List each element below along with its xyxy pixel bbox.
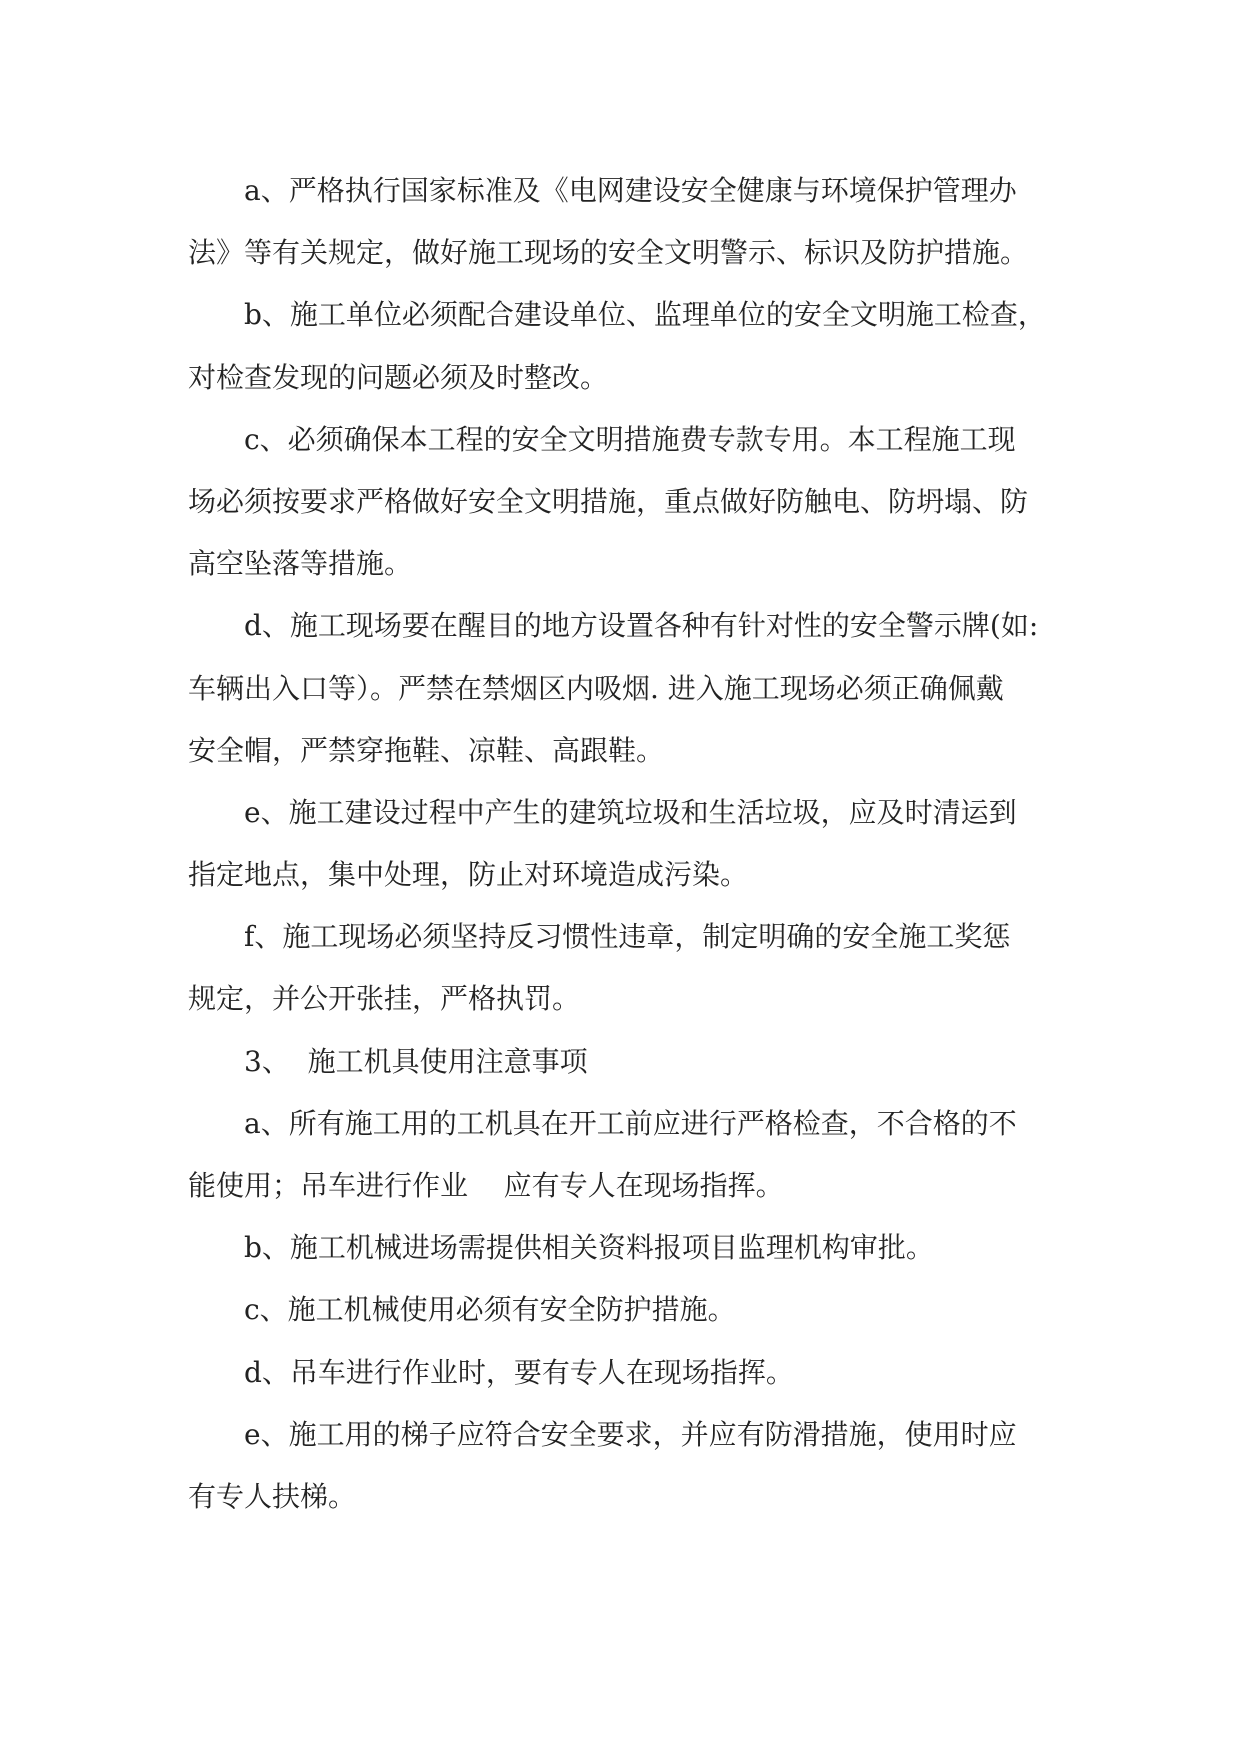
paragraph-c-machinery-protection	[0, 1279, 1241, 1341]
paragraph-line: 场必须按要求严格做好安全文明措施，重点做好防触电、防坍塌、防	[188, 484, 1029, 518]
paragraph-line: 能使用；吊车进行作业 应有专人在现场指挥。	[188, 1169, 784, 1202]
paragraph-line: 指定地点，集中处理，防止对环境造成污染。	[188, 858, 749, 892]
paragraph-line: e、施工建设过程中产生的建筑垃圾和生活垃圾，应及时清运到	[244, 795, 1017, 829]
paragraph-line: b、施工机械进场需提供相关资料报项目监理机构审批。	[244, 1231, 934, 1265]
paragraph-line: e、施工用的梯子应符合安全要求，并应有防滑措施，使用时应	[244, 1417, 1017, 1451]
paragraph-line: 规定，并公开张挂，严格执罚。	[188, 982, 581, 1016]
paragraph-line: 车辆出入口等）。严禁在禁烟区内吸烟. 进入施工现场必须正确佩戴	[188, 671, 1004, 705]
paragraph-e-ladders	[0, 1404, 1241, 1528]
paragraph-line: f、施工现场必须坚持反习惯性违章，制定明确的安全施工奖惩	[244, 920, 1011, 954]
paragraph-c-safety-funds	[0, 409, 1241, 596]
paragraph-line: 有专人扶梯。	[188, 1479, 357, 1513]
section-heading-3	[0, 1031, 1241, 1093]
paragraph-line: a、所有施工用的工机具在开工前应进行严格检查，不合格的不	[244, 1106, 1017, 1140]
paragraph-d-crane-command	[0, 1342, 1241, 1404]
paragraph-line: 法》等有关规定，做好施工现场的安全文明警示、标识及防护措施。	[188, 236, 1029, 270]
section-heading-line: 3、 施工机具使用注意事项	[244, 1044, 588, 1078]
paragraph-line: 高空坠落等措施。	[188, 547, 413, 581]
paragraph-a-safety-standards	[0, 160, 1241, 284]
paragraph-b-inspection	[0, 284, 1241, 408]
paragraph-line: d、吊车进行作业时，要有专人在现场指挥。	[244, 1355, 794, 1389]
paragraph-line: c、施工机械使用必须有安全防护措施。	[244, 1293, 736, 1327]
paragraph-a-machinery-inspection	[0, 1093, 1241, 1217]
paragraph-b-machinery-approval	[0, 1217, 1241, 1279]
body-text	[0, 160, 1241, 1528]
paragraph-line: d、施工现场要在醒目的地方设置各种有针对性的安全警示牌(如:	[244, 609, 1039, 643]
paragraph-d-warning-signs	[0, 595, 1241, 782]
paragraph-e-waste	[0, 782, 1241, 906]
paragraph-line: b、施工单位必须配合建设单位、监理单位的安全文明施工检查，	[244, 298, 1046, 332]
paragraph-f-violations	[0, 906, 1241, 1030]
paragraph-line: c、必须确保本工程的安全文明措施费专款专用。本工程施工现	[244, 422, 1016, 456]
paragraph-line: a、严格执行国家标准及《电网建设安全健康与环境保护管理办	[244, 174, 1017, 207]
paragraph-line: 对检查发现的问题必须及时整改。	[188, 360, 609, 394]
paragraph-line: 安全帽，严禁穿拖鞋、凉鞋、高跟鞋。	[188, 733, 665, 767]
